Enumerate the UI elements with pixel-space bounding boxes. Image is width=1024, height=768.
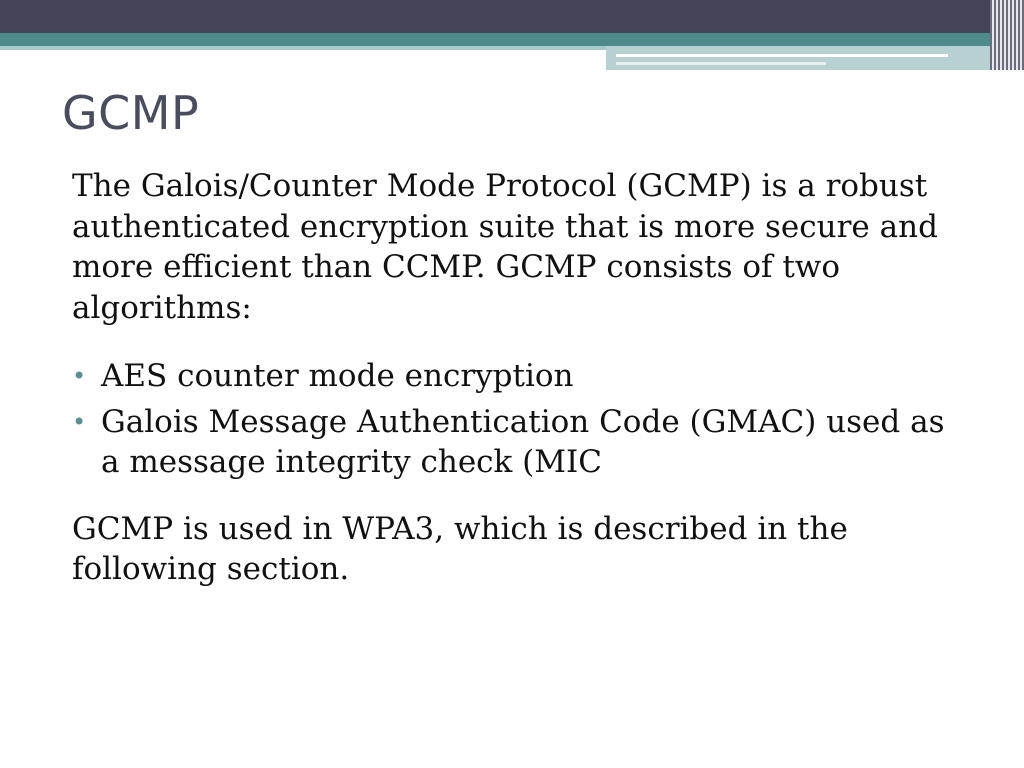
bullet-text: AES counter mode encryption	[101, 358, 574, 394]
intro-paragraph: The Galois/Counter Mode Protocol (GCMP) is a robust authenticated encryption suite that is more secure and more efficient than CCMP. GCMP consists of two algorithms:	[72, 168, 938, 326]
closing-paragraph: GCMP is used in WPA3, which is described in the following section.	[72, 510, 848, 587]
bullet-dot-icon: •	[72, 362, 87, 390]
bullet-item	[72, 402, 962, 483]
header-accent-line	[616, 54, 948, 57]
header-band-right-block	[606, 46, 1024, 70]
bullet-item	[72, 356, 962, 397]
bullet-text: Galois Message Authentication Code (GMAC) used as a message integrity check (MIC	[101, 403, 945, 480]
header-band-teal	[0, 33, 1024, 46]
slide-title: GCMP	[62, 86, 200, 140]
slide-body	[72, 166, 962, 590]
bullet-list	[72, 356, 962, 483]
header-band-dark	[0, 0, 1024, 33]
header-accent-line	[616, 62, 826, 65]
bullet-dot-icon: •	[72, 407, 87, 436]
edge-stripes-decoration	[990, 0, 1024, 70]
